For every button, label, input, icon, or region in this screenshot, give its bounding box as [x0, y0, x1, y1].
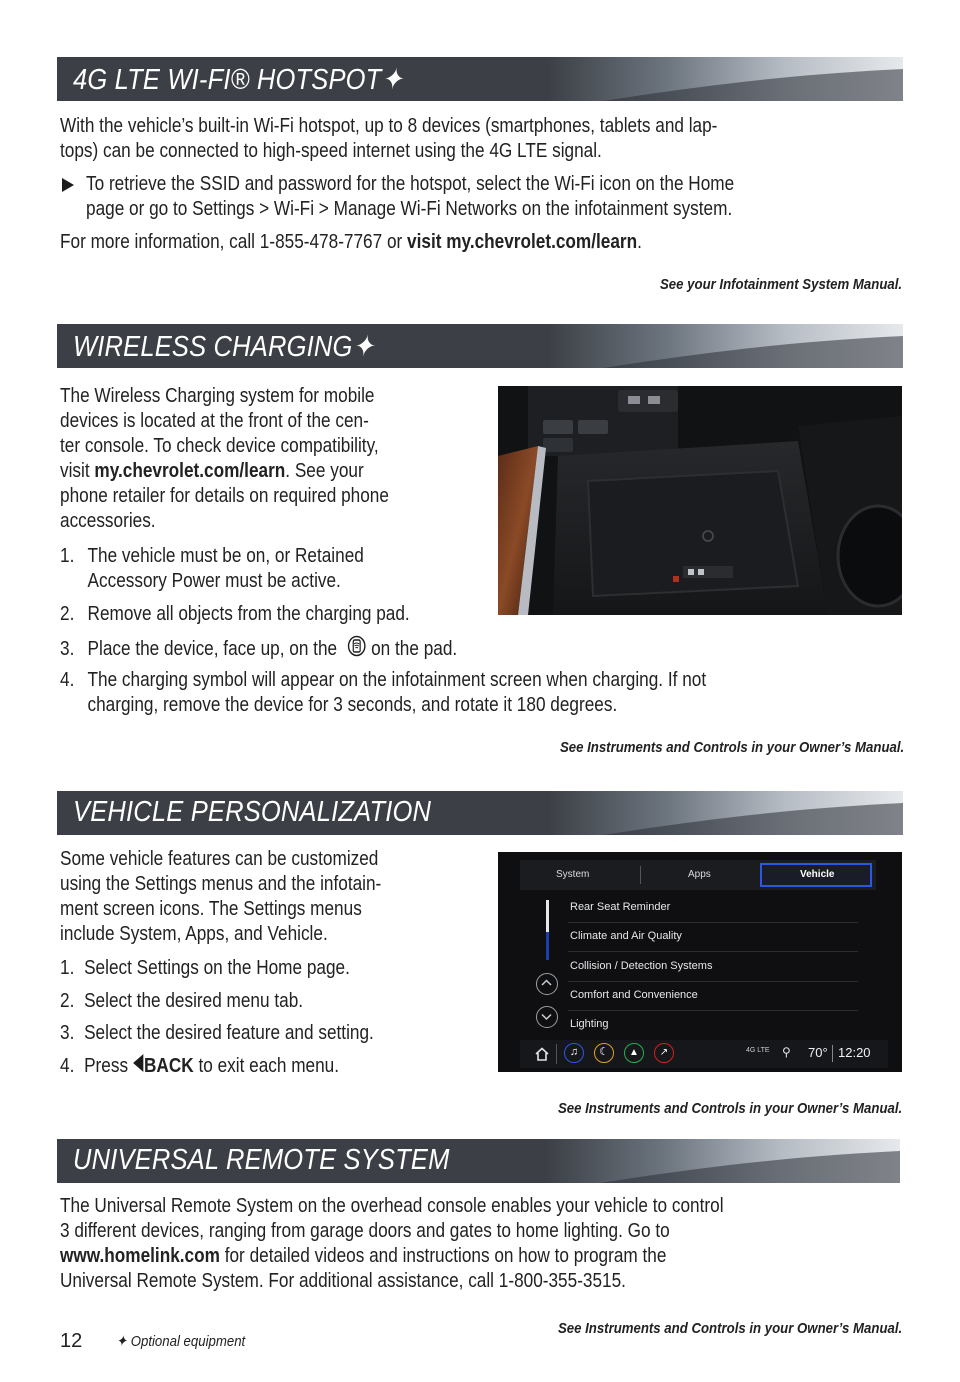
charging-paragraph: [60, 384, 389, 534]
text-line: ment screen icons. The Settings menus: [60, 898, 362, 920]
tab-system[interactable]: System: [556, 869, 590, 880]
menu-item-rear-seat-reminder[interactable]: Rear Seat Reminder: [570, 901, 671, 913]
tab-divider: [640, 866, 641, 884]
bullet-arrow-icon: [62, 178, 74, 197]
personalization-reference: See Instruments and Controls in your Owner’s Manual.: [557, 1100, 902, 1117]
text-line: phone retailer for details on required phone: [60, 485, 389, 507]
charging-learn-link[interactable]: my.chevrolet.com/learn: [94, 460, 286, 482]
text-line: Universal Remote System. For additional assistance, call 1-800-355-3515.: [60, 1270, 626, 1292]
section-title: WIRELESS CHARGING✦: [73, 331, 375, 363]
text-line: www.homelink.com for detailed videos and instructions on how to program the: [60, 1245, 667, 1267]
personalization-step: 1. Select Settings on the Home page.: [60, 957, 350, 979]
text-line: ter console. To check device compatibility,: [60, 435, 379, 457]
scroll-down-button[interactable]: [536, 1006, 558, 1028]
home-icon[interactable]: [534, 1046, 550, 1062]
clock-readout: 12:20: [838, 1045, 871, 1060]
text-line: using the Settings menus and the infotain-: [60, 873, 382, 895]
wireless-charging-photo: [498, 386, 902, 615]
navigation-icon[interactable]: ▲: [624, 1043, 644, 1063]
text-line: The Wireless Charging system for mobile: [60, 385, 375, 407]
menu-divider: [568, 922, 858, 923]
text-line: include System, Apps, and Vehicle.: [60, 923, 328, 945]
hotspot-info-line: For more information, call 1-855-478-7767 or visit my.chevrolet.com/learn.: [60, 231, 642, 253]
charging-step: 4. The charging symbol will appear on the infotainment screen when charging. If not charging, remove the device for 3 seconds, and rotate it 180 degrees.: [60, 669, 707, 716]
optional-equipment-legend: ✦ Optional equipment: [116, 1333, 246, 1350]
charging-pad-icon: [347, 635, 366, 664]
status-divider: [832, 1045, 833, 1062]
personalization-step: 3. Select the desired feature and setting.: [60, 1022, 374, 1044]
banner-swoosh-graphic: [603, 791, 903, 835]
text-line: tops) can be connected to high-speed internet using the 4G LTE signal.: [60, 140, 602, 162]
remote-paragraph: [60, 1194, 724, 1294]
text-line: page or go to Settings > Wi-Fi > Manage Wi-Fi Networks on the infotainment system.: [86, 198, 733, 220]
text-line: With the vehicle’s built-in Wi-Fi hotspot, up to 8 devices (smartphones, tablets and lap-: [60, 115, 718, 137]
hotspot-paragraph: [60, 114, 717, 164]
section-banner-remote: [57, 1139, 900, 1183]
lte-status: 4G LTE: [746, 1047, 770, 1054]
text-line: Some vehicle features can be customized: [60, 848, 379, 870]
section-banner-hotspot: [57, 57, 903, 101]
temperature-readout: 70°: [808, 1045, 828, 1060]
infotainment-screen: [498, 852, 902, 1072]
text-line: To retrieve the SSID and password for the hotspot, select the Wi-Fi icon on the Home: [86, 173, 735, 195]
personalization-step: 4. Press BACK to exit each menu.: [60, 1054, 339, 1079]
charging-step: 1. The vehicle must be on, or Retained Accessory Power must be active.: [60, 545, 364, 592]
charging-step: 2. Remove all objects from the charging pad.: [60, 603, 410, 625]
back-arrow-icon: [133, 1054, 143, 1079]
banner-swoosh-graphic: [603, 57, 903, 101]
section-title: UNIVERSAL REMOTE SYSTEM: [73, 1144, 450, 1176]
section-title: VEHICLE PERSONALIZATION: [73, 796, 432, 828]
menu-item-lighting[interactable]: Lighting: [570, 1018, 609, 1030]
scroll-track: [546, 932, 549, 960]
text-line: accessories.: [60, 510, 156, 532]
tab-apps[interactable]: Apps: [688, 869, 711, 880]
phone-icon[interactable]: ☾: [594, 1043, 614, 1063]
banner-swoosh-graphic: [600, 1139, 900, 1183]
text-line: visit my.chevrolet.com/learn. See your: [60, 460, 364, 482]
banner-swoosh-graphic: [603, 324, 903, 368]
section-banner-charging: [57, 324, 903, 368]
personalization-paragraph: [60, 847, 381, 947]
chevron-down-icon: [537, 1007, 556, 1026]
screen-status-bar: [520, 1040, 888, 1068]
page-number: 12: [60, 1330, 83, 1352]
charging-step: 3. Place the device, face up, on the on the pad.: [60, 635, 457, 664]
chevron-up-icon: [537, 974, 556, 993]
menu-item-collision-detection[interactable]: Collision / Detection Systems: [570, 960, 713, 972]
menu-divider: [568, 981, 858, 982]
hotspot-bullet-text: [86, 172, 734, 222]
scroll-up-button[interactable]: [536, 973, 558, 995]
audio-icon[interactable]: ♫: [564, 1043, 584, 1063]
section-banner-personalization: [57, 791, 903, 835]
screen-tab-bar: [520, 860, 876, 890]
personalization-step: 2. Select the desired menu tab.: [60, 990, 304, 1012]
text-line: 3 different devices, ranging from garage doors and gates to home lighting. Go to: [60, 1220, 670, 1242]
location-pin-icon: ⚲: [782, 1045, 791, 1059]
homelink-link[interactable]: www.homelink.com: [60, 1245, 220, 1267]
section-title: 4G LTE WI-FI® HOTSPOT✦: [73, 64, 403, 96]
tab-vehicle[interactable]: Vehicle: [760, 863, 872, 887]
status-divider: [556, 1044, 557, 1064]
text-line: The Universal Remote System on the overhead console enables your vehicle to control: [60, 1195, 724, 1217]
menu-item-climate-air-quality[interactable]: Climate and Air Quality: [570, 930, 682, 942]
menu-divider: [568, 1010, 858, 1011]
hotspot-reference: See your Infotainment System Manual.: [659, 276, 902, 293]
menu-divider: [568, 951, 858, 952]
scroll-indicator: [546, 900, 549, 932]
text-line: devices is located at the front of the cen-: [60, 410, 369, 432]
menu-item-comfort-convenience[interactable]: Comfort and Convenience: [570, 989, 698, 1001]
hotspot-info-link[interactable]: visit my.chevrolet.com/learn: [407, 231, 638, 253]
remote-reference: See Instruments and Controls in your Owner’s Manual.: [557, 1320, 902, 1337]
projection-icon[interactable]: ↗: [654, 1043, 674, 1063]
charging-reference: See Instruments and Controls in your Owner’s Manual.: [559, 739, 904, 756]
